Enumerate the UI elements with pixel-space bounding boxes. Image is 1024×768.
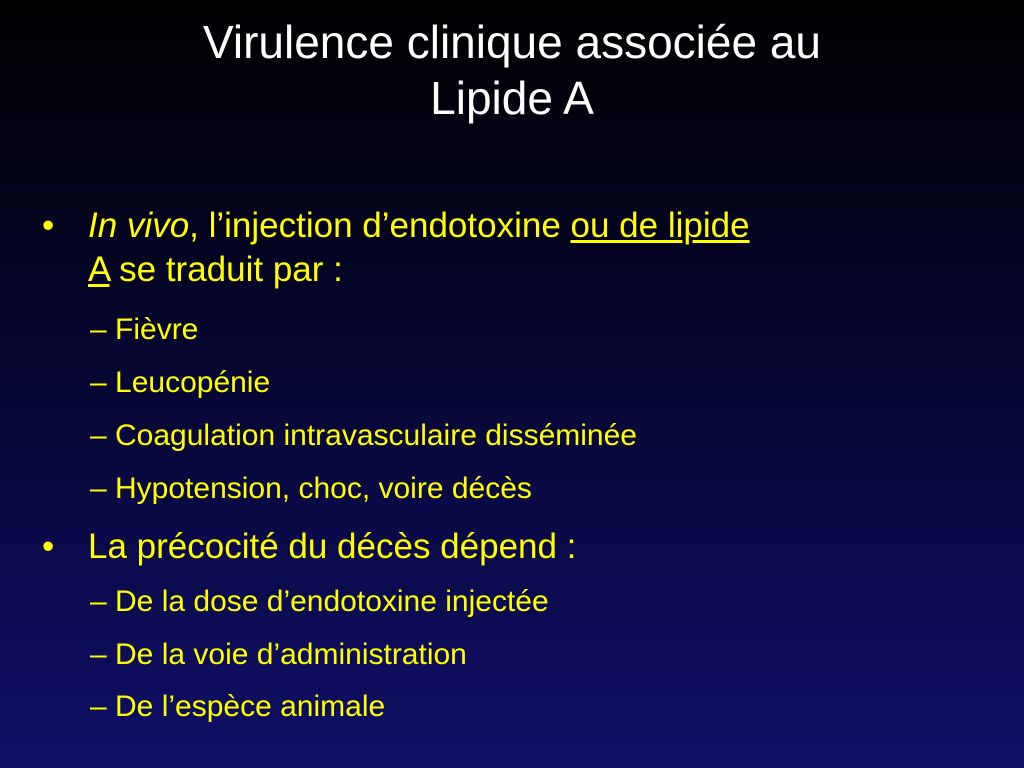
sub-item: – Fièvre <box>90 313 199 346</box>
sub-item: – De la dose d’endotoxine injectée <box>90 585 549 618</box>
injection-text: , l’injection d’endotoxine <box>189 206 571 245</box>
sub-item: – Hypotension, choc, voire décès <box>90 472 532 505</box>
sub-item: – Coagulation intravasculaire disséminée <box>90 419 637 452</box>
in-vivo-italic: In vivo <box>88 206 190 245</box>
underlined-a: A <box>88 250 110 289</box>
bullet-in-vivo <box>42 204 982 292</box>
underlined-lipide: ou de lipide <box>570 206 750 245</box>
sub-item: – De l’espèce animale <box>90 690 386 723</box>
bullet-precocite-text: La précocité du décès dépend : <box>88 527 577 566</box>
bullet-marker: • <box>42 527 55 566</box>
bullet-in-vivo-line2 <box>88 248 343 292</box>
bullet-in-vivo-line1 <box>88 204 750 248</box>
traduit-text: se traduit par : <box>109 250 343 289</box>
sub-item: – De la voie d’administration <box>90 638 467 671</box>
bullet-marker: • <box>42 206 55 245</box>
title-line-2: Lipide A <box>430 72 594 124</box>
sub-item: – Leucopénie <box>90 366 271 399</box>
title-line-1: Virulence clinique associée au <box>203 16 821 68</box>
bullet-precocite <box>42 525 982 569</box>
